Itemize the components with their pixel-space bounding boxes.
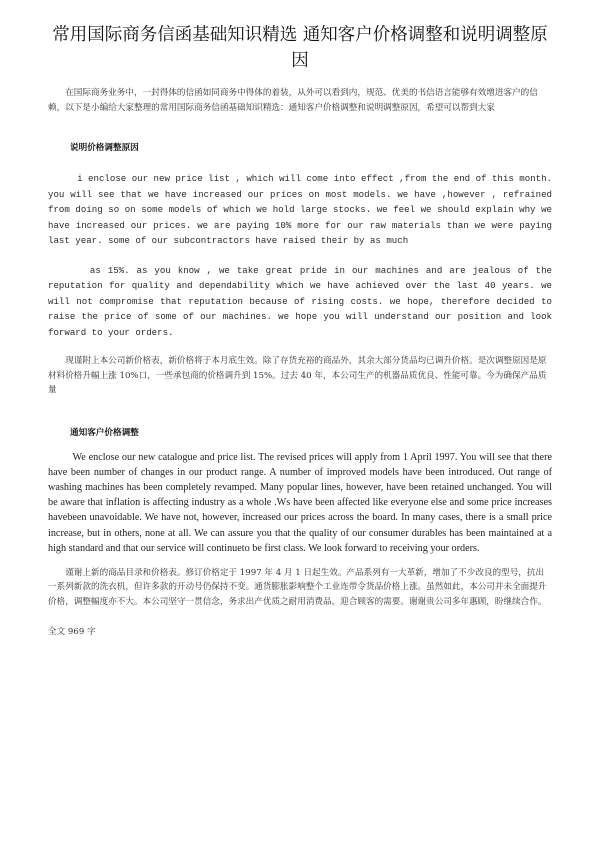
section-heading-notice: 通知客户价格调整 [70,427,139,438]
english-paragraph-1: i enclose our new price list , which will come into effect ,from the end of this month. you will see that we have increased our prices on most models. we have ,however , refrained from doing so on some models of which we hold large stocks. we feel we should explain why we have increased our prices. we are paying 10% more for our raw materials than we were paying last year. some of our subcontractors have raised their by as much [48,173,552,246]
chinese-paragraph-1: 现谨附上本公司新价格表，新价格将于本月底生效。除了存货充裕的商品外，其余大部分货品均已调升价格。是次调整原因是原材料价格升幅上涨 10%口，一些承包商的价格调升到 15%。过去 40 年，本公司生产的机器品质优良、性能可靠。今为确保产品质量 [48,356,547,395]
chinese-paragraph-2: 谨谢上新的商品目录和价格表。修订价格定于 1997 年 4 月 1 日起生效。产品系列有一大革新，增加了不少改良的型号，抗出一系列新款的洗衣机，但许多款的开动号仍保持不变。通货膨胀影响整个工业连带令货品价格上涨。虽然如此，本公司并未全面提升价格，调整幅度亦不大。本公司坚守一贯信念，务求出产优质之耐用消费品，迎合顾客的需要。谢谢贵公司多年惠顾，盼继续合作。 [48,567,547,607]
english-paragraph-3: We enclose our new catalogue and price list. The revised prices will apply from 1 April 1997. You will see that there have been number of changes in our product range. A number of improved models have been introduced. Out range of washing machines has been completely revamped. Many popular lines, however, have been retained unchanged. You will be aware that inflation is affecting industry as a whole .Ws have been affected like everyone else and some price increases havebeen unavoidable. We have not, however, increased our prices across the board. In many cases, there is a small price increase, but in others, none at all. We can assure you that the quality of our consumer durables has been maintained at a high standard and that our service will continueto be first class. We look forward to receiving your orders. [48,451,552,554]
word-count: 全文 969 字 [48,627,96,638]
english-paragraph-2: as 15%. as you know , we take great pride in our machines and are jealous of the reputation for quality and dependability which we have achieved over the last 40 years. we will not compromise that reputation because of rising costs. we hope, therefore decided to raise the price of some of our machines. we hope you will understand our position and look forward to your orders. [48,264,552,338]
page-title: 常用国际商务信函基础知识精选 通知客户价格调整和说明调整原因 [52,25,548,71]
intro-paragraph: 在国际商务业务中，一封得体的信函如同商务中得体的着装，从外可以看到内，规范、优美的书信语言能够有效增进客户的信赖，以下是小编给大家整理的常用国际商务信函基础知识精选：通知客户价格调整和说明调整原因，希望可以帮到大家 [48,88,538,113]
section-heading-reason: 说明价格调整原因 [70,143,139,153]
